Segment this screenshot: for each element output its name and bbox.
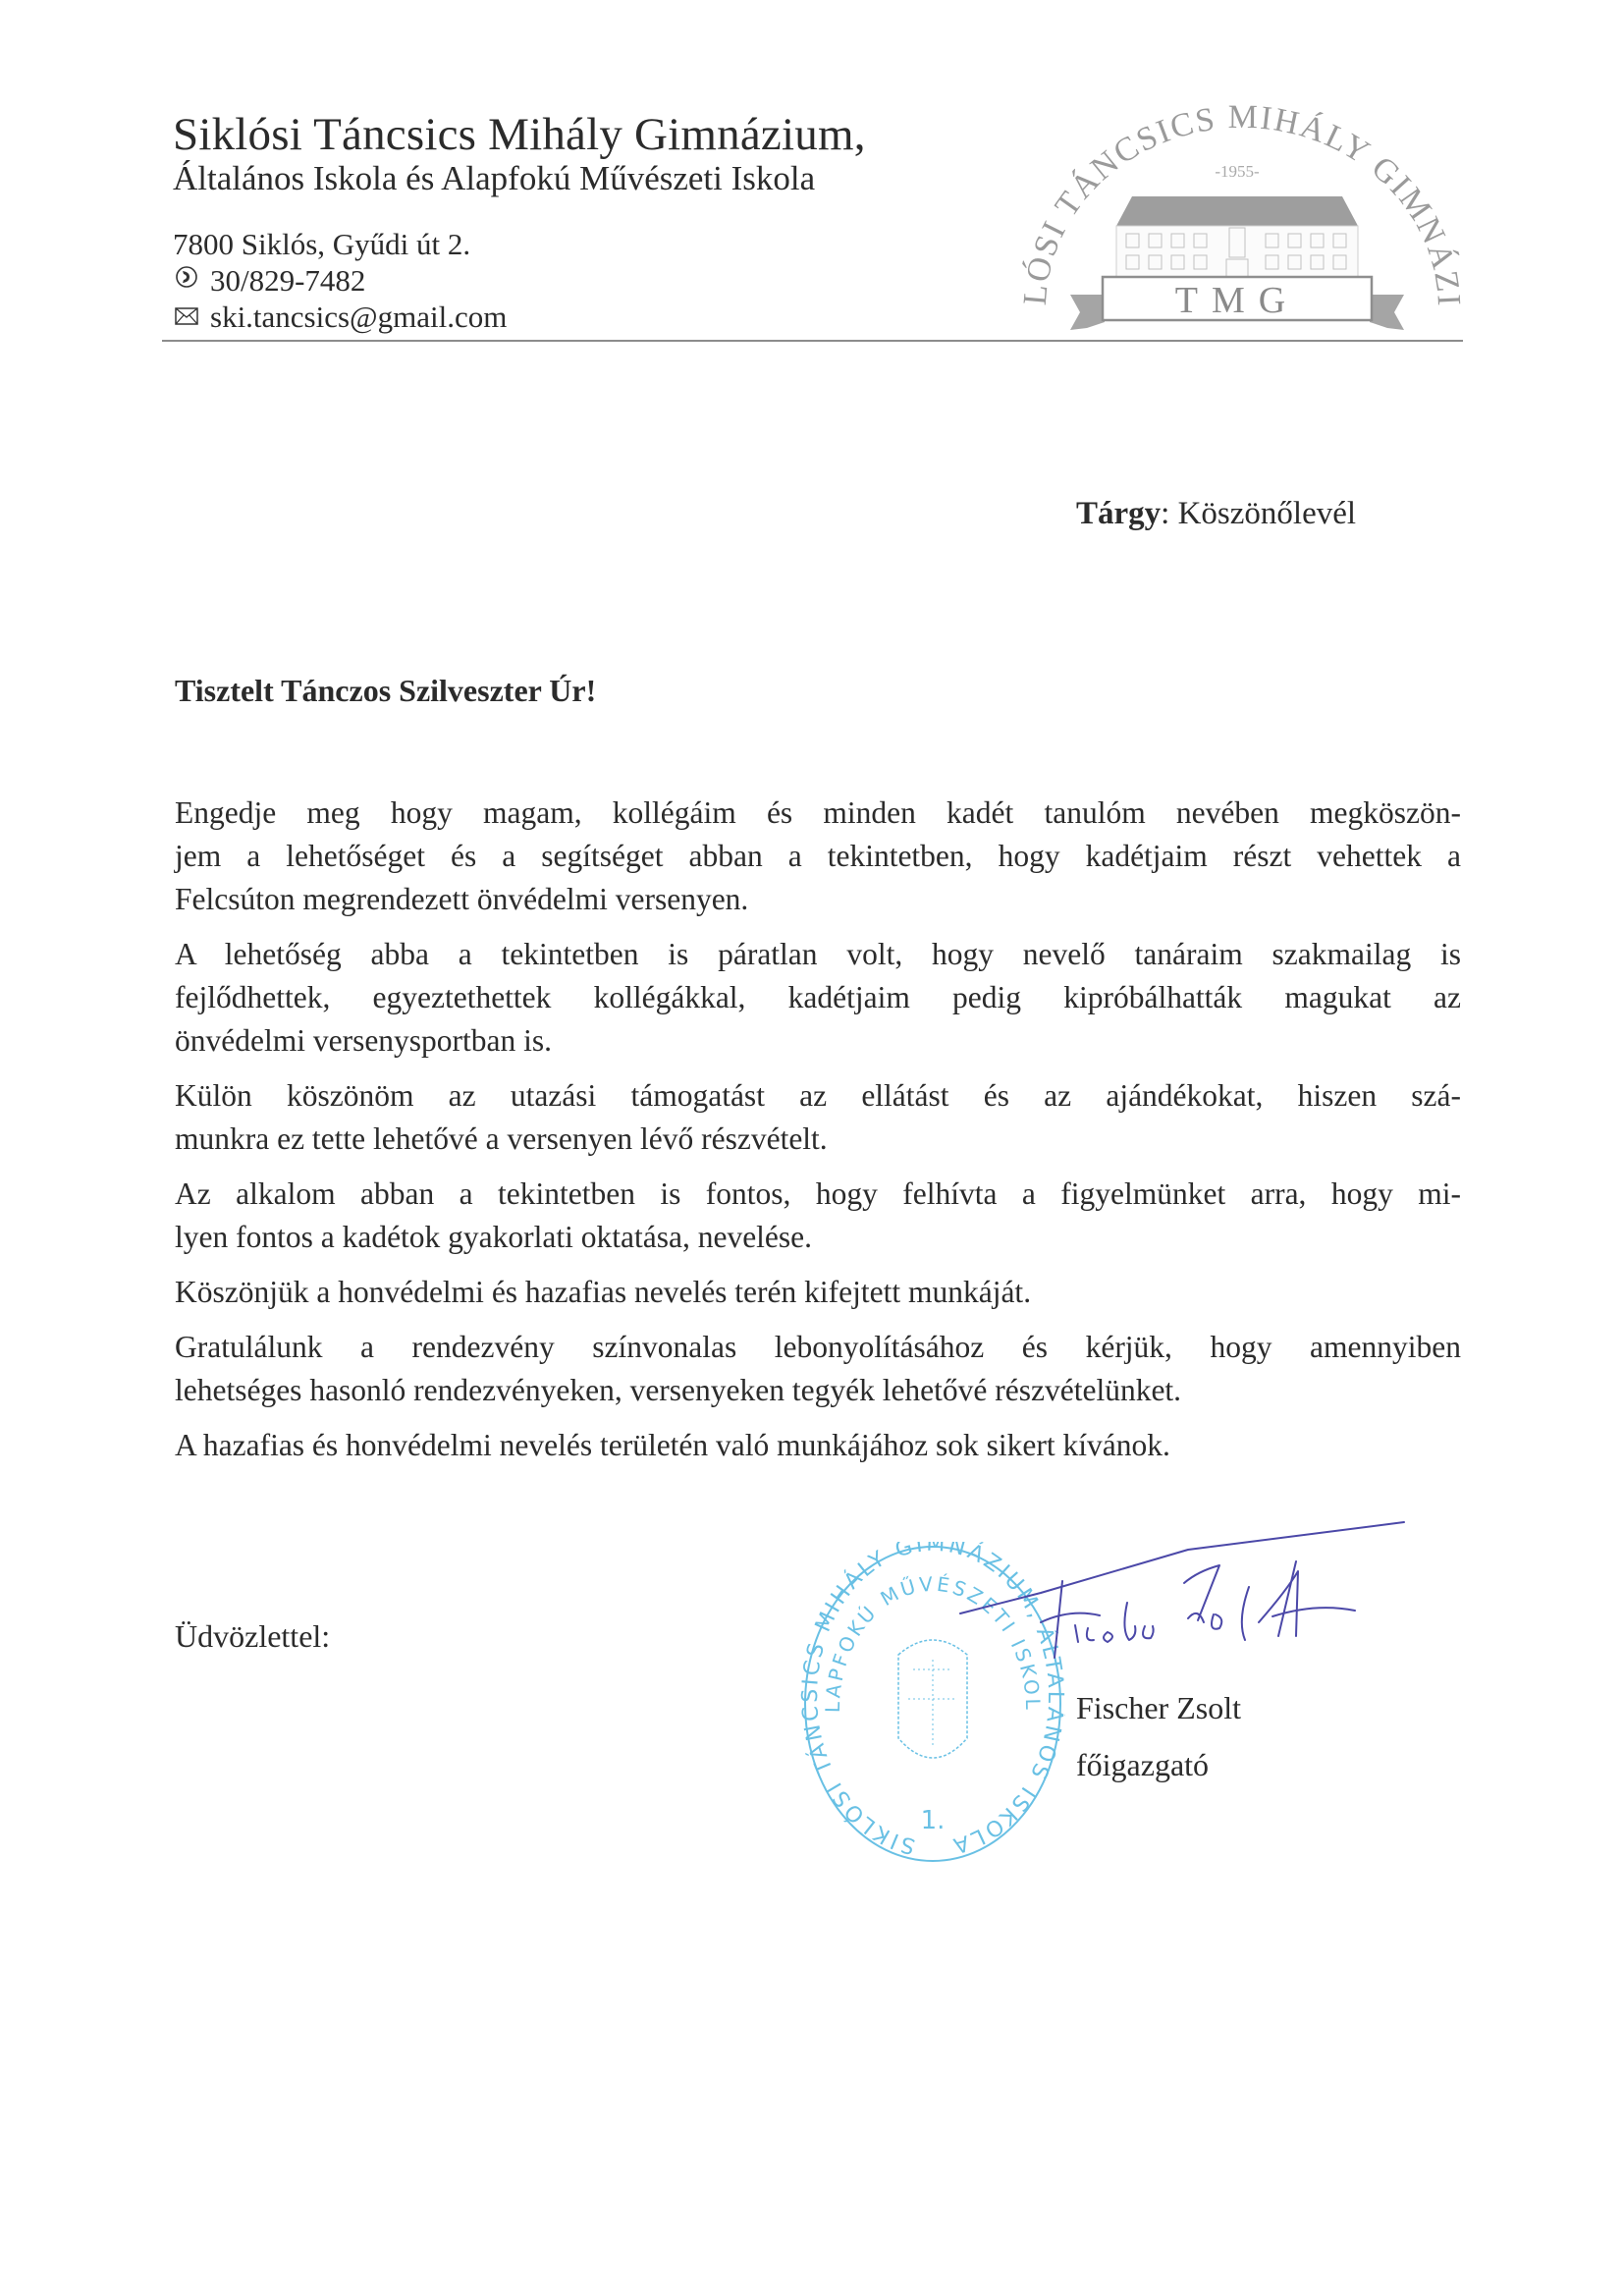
logo-building-roof (1116, 196, 1358, 226)
stamp-number: 1. (920, 1806, 946, 1835)
handwritten-signature (913, 1512, 1424, 1669)
subject-separator: : (1161, 496, 1170, 531)
body-line: Felcsúton megrendezett önvédelmi versenyen. (175, 882, 749, 916)
email-address: ski.tancsics@gmail.com (210, 300, 508, 334)
body-paragraph (175, 1424, 1461, 1467)
address: 7800 Siklós, Gyűdi út 2. (173, 227, 471, 261)
email-row (173, 299, 866, 335)
body-line: A hazafias és honvédelmi nevelés területén való munkájához sok sikert kívánok. (175, 1428, 1170, 1462)
school-subtitle: Általános Iskola és Alapfokú Művészeti Iskola (173, 159, 816, 197)
body-paragraph (175, 1271, 1461, 1314)
envelope-icon (173, 299, 200, 335)
contact-block (173, 226, 866, 335)
body-line: fejlődhettek, egyeztethettek kollégákkal, kadétjaim pedig kipróbálhatták magukat az (175, 980, 1461, 1014)
letter-body (175, 792, 1461, 1479)
stamp-outer-text: SIKLÓSI TÁNCSICS MIHÁLY GIMNÁZIUM, ÁLTALÁNOS ISKOLA (800, 1542, 1065, 1859)
signer-name: Fischer Zsolt (1076, 1690, 1241, 1725)
body-line: önvédelmi versenysportban is. (175, 1023, 553, 1058)
body-line: Köszönjük a honvédelmi és hazafias nevelés terén kifejtett munkáját. (175, 1275, 1032, 1309)
body-line: Engedje meg hogy magam, kollégáim és minden kadét tanulóm nevében megköszön- (175, 795, 1461, 830)
subject-value: Köszönőlevél (1177, 496, 1357, 531)
body-line: lyen fontos a kadétok gyakorlati oktatása, nevelése. (175, 1220, 813, 1254)
body-paragraph (175, 933, 1461, 1063)
body-line: Az alkalom abban a tekintetben is fontos, hogy felhívta a figyelmünket arra, hogy mi- (175, 1176, 1461, 1211)
logo-year: -1955- (1215, 162, 1260, 181)
body-line: Külön köszönöm az utazási támogatást az ellátást és az ajándékokat, hiszen szá- (175, 1078, 1461, 1113)
phone-number: 30/829-7482 (210, 263, 366, 298)
body-paragraph (175, 1326, 1461, 1412)
salutation: Tisztelt Tánczos Szilveszter Úr! (175, 673, 597, 708)
address-row (173, 226, 866, 262)
logo-ribbon-right (1370, 295, 1404, 330)
letterhead (173, 110, 866, 335)
letterhead-divider (162, 340, 1463, 342)
logo-ribbon-left (1070, 295, 1105, 330)
logo-arc-text: LÓSI TÁNCSICS MIHÁLY GIMNÁZI (1016, 98, 1468, 308)
signer-title: főigazgató (1076, 1747, 1210, 1782)
phone-icon (173, 262, 200, 299)
signer-block (1076, 1679, 1241, 1793)
body-line: munkra ez tette lehetővé a versenyen lévő részvételt. (175, 1121, 828, 1156)
subject-line (1076, 496, 1356, 532)
phone-row (173, 262, 866, 299)
logo-initials: TMG (1174, 280, 1300, 321)
body-paragraph (175, 1173, 1461, 1259)
school-name: Siklósi Táncsics Mihály Gimnázium, (173, 109, 866, 160)
body-line: lehetséges hasonló rendezvényeken, versenyeken tegyék lehetővé részvételünket. (175, 1373, 1182, 1407)
body-line: A lehetőség abba a tekintetben is páratlan volt, hogy nevelő tanáraim szakmailag is (175, 937, 1461, 971)
body-line: Gratulálunk a rendezvény színvonalas lebonyolításához és kérjük, hogy amennyiben (175, 1330, 1461, 1364)
school-logo (1006, 98, 1468, 334)
body-paragraph (175, 1074, 1461, 1161)
body-paragraph (175, 792, 1461, 921)
subject-label: Tárgy (1076, 496, 1162, 531)
closing: Üdvözlettel: (175, 1618, 331, 1654)
stamp-inner-text: LAPFOKÚ MŰVÉSZETI ISKOL (820, 1571, 1046, 1714)
body-line: jem a lehetőséget és a segítséget abban a tekintetben, hogy kadétjaim részt vehettek a (175, 839, 1461, 873)
